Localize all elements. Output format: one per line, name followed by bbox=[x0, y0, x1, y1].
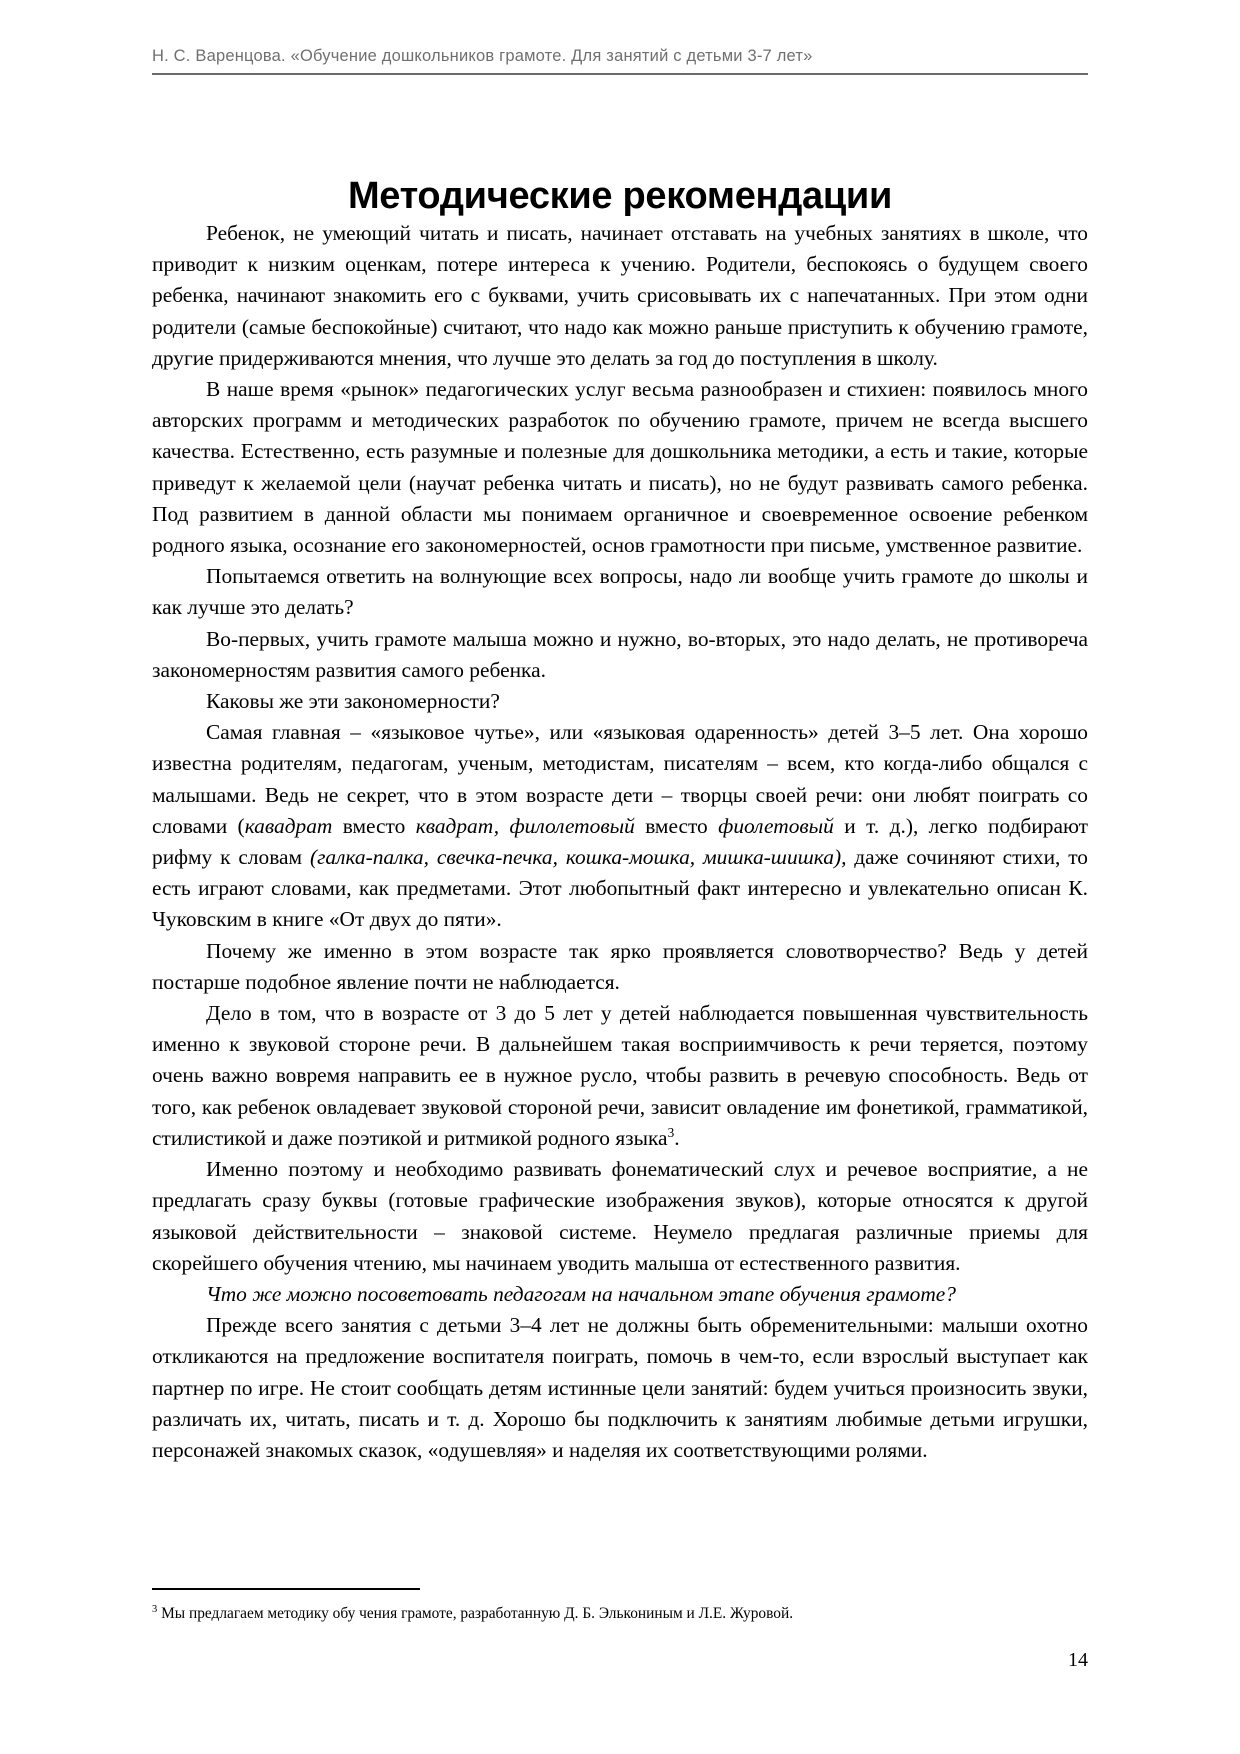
footnote-reference: 3 bbox=[667, 1124, 675, 1140]
paragraph-11: Прежде всего занятия с детьми 3–4 лет не должны быть обременительными: малыши охотно откликаются на предложение воспитателя поиграть, помочь в чем-то, если взрослый выступает как партнер по игре. Не стоит сообщать детям истинные цели занятий: будем учиться произносить звуки, различать их, читать, писать и т. д. Хорошо бы подключить к занятиям любимые детьми игрушки, персонажей знакомых сказок, «одушевляя» и наделяя их соответствующими ролями. bbox=[152, 1313, 1088, 1462]
paragraph-9: Именно поэтому и необходимо развивать фонематический слух и речевое восприятие, а не предлагать сразу буквы (готовые графические изображения звуков), которые относятся к другой языковой действительности – знаковой системе. Неумело предлагая различные приемы для скорейшего обучения чтению, мы начинаем уводить малыша от естественного развития. bbox=[152, 1157, 1088, 1275]
body-column bbox=[152, 218, 1088, 1466]
footnote-area bbox=[152, 1588, 1088, 1624]
text-run: Дело в том, что в возрасте от 3 до 5 лет у детей наблюдается повышенная чувствительность именно к звуковой стороне речи. В дальнейшем такая восприимчивость к речи теряется, поэтому очень важно вовремя направить ее в нужное русло, чтобы развить в речевую способность. Ведь от того, как ребенок овладевает звуковой стороной речи, зависит овладение им фонетикой, грамматикой, стилистикой и даже поэтикой и ритмикой родного языка bbox=[152, 1001, 1088, 1150]
paragraph-6 bbox=[152, 717, 1088, 935]
paragraph-1: Ребенок, не умеющий читать и писать, начинает отставать на учебных занятиях в школе, что приводит к низким оценкам, потере интереса к учению. Родители, беспокоясь о будущем своего ребенка, начинают знакомить его с буквами, учить срисовывать их с напечатанных. При этом одни родители (самые беспокойные) считают, что надо как можно раньше приступить к обучению грамоте, другие придерживаются мнения, что лучше это делать за год до поступления в школу. bbox=[152, 221, 1088, 370]
text-run: Самая главная – «языковое чутье», или «языковая одаренность» детей 3–5 лет. Она хорошо известна родителям, педагогам, ученым, методистам, писателям – всем, кто когда-либо общался с малышами. Ведь не секрет, что в этом возрасте дети – творцы своей речи: они любят поиграть со словами ( bbox=[152, 720, 1088, 838]
text-run: вместо bbox=[634, 813, 719, 838]
footnote-marker: 3 bbox=[152, 1603, 158, 1615]
page-title: Методические рекомендации bbox=[347, 175, 893, 218]
text-run: . bbox=[674, 1125, 680, 1150]
paragraph-4: Во-первых, учить грамоте малыша можно и нужно, во-вторых, это надо делать, не противореча закономерностям развития самого ребенка. bbox=[152, 626, 1088, 682]
text-run: даже сочиняют стихи, то есть играют словами, как предметами. Этот любопытный факт интересно и увлекательно описан К. Чуковским в книге «От двух до пяти». bbox=[152, 845, 1088, 932]
footnote-body: Мы предлагаем методику обу чения грамоте, разработанную Д. Б. Элькониным и Л.Е. Журовой. bbox=[157, 1605, 794, 1622]
paragraph-3: Попытаемся ответить на волнующие всех вопросы, надо ли вообще учить грамоте до школы и как лучше это делать? bbox=[152, 564, 1088, 620]
paragraph-5: Каковы же эти закономерности? bbox=[206, 689, 500, 714]
page-number: 14 bbox=[1068, 1649, 1088, 1671]
paragraph-8 bbox=[152, 998, 1088, 1154]
paragraph-2: В наше время «рынок» педагогических услуг весьма разнообразен и стихиен: появилось много авторских программ и методических разработок по обучению грамоте, причем не всегда высшего качества. Естественно, есть разумные и полезные для дошкольника методики, а есть и такие, которые приведут к желаемой цели (научат ребенка читать и писать), но не будут развивать самого ребенка. Под развитием в данной области мы понимаем органичное и своевременное освоение ребенком родного языка, осознание его закономерностей, основ грамотности при письме, умственное развитие. bbox=[152, 377, 1088, 558]
paragraph-10-italic-question: Что же можно посоветовать педагогам на начальном этапе обучения грамоте? bbox=[206, 1281, 956, 1306]
text-run: и т. д.), легко подбирают рифму к словам bbox=[152, 813, 1088, 870]
footnote-text bbox=[152, 1604, 1088, 1624]
running-head bbox=[152, 46, 1088, 75]
footnote-separator-rule bbox=[152, 1588, 420, 1590]
running-head-rule bbox=[152, 73, 1088, 75]
italic-run: квадрат, филолетовый bbox=[415, 813, 635, 838]
text-run: вместо bbox=[332, 813, 416, 838]
running-head-text: Н. С. Варенцова. «Обучение дошкольников грамоте. Для занятий с детьми 3-7 лет» bbox=[152, 47, 813, 65]
italic-run: (галка-палка, свечка-печка, кошка-мошка, мишка-шишка), bbox=[309, 845, 847, 870]
italic-run: фиолетовый bbox=[718, 813, 834, 838]
italic-run: кавадрат bbox=[244, 813, 333, 838]
paragraph-7: Почему же именно в этом возрасте так ярко проявляется словотворчество? Ведь у детей постарше подобное явление почти не наблюдается. bbox=[152, 938, 1088, 994]
